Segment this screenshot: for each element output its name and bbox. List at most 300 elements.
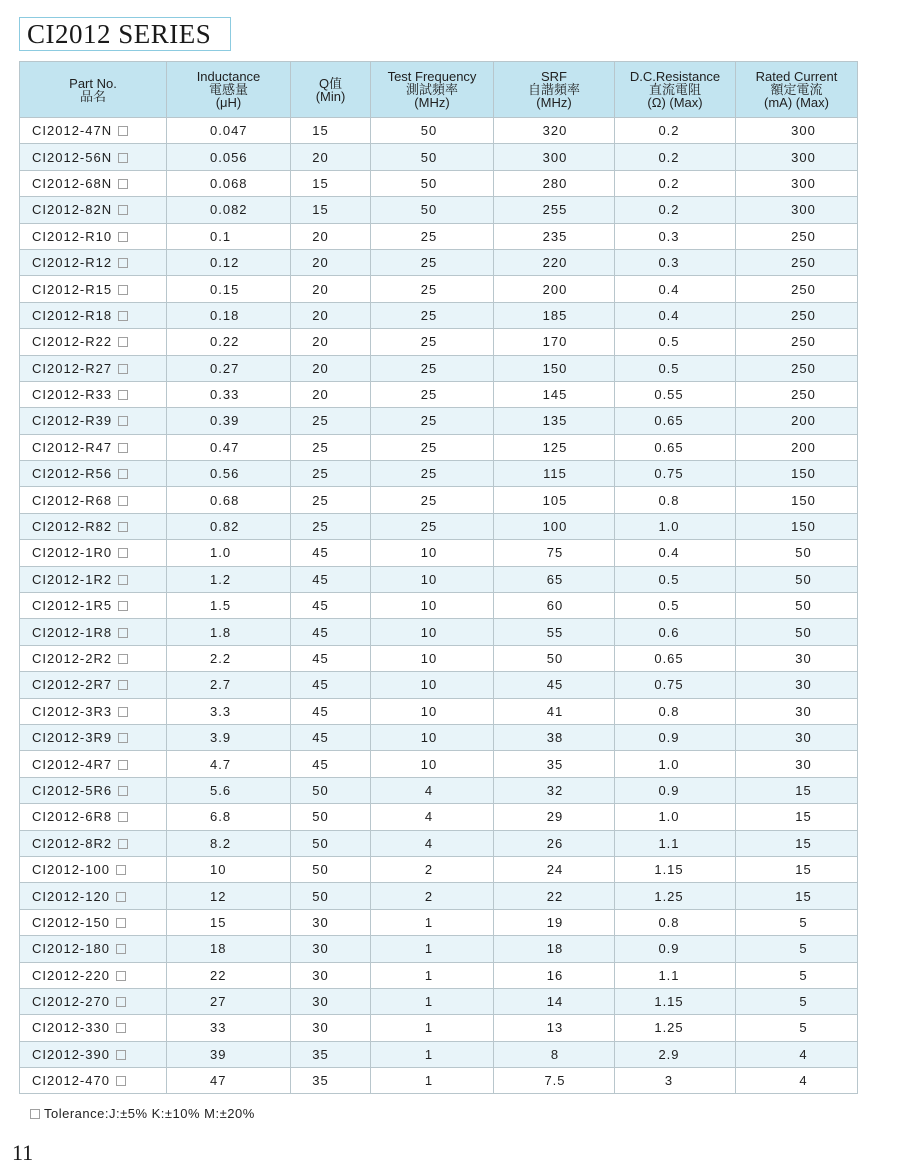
- dc-resistance-cell: [615, 276, 736, 302]
- rated-current-cell-text: 30: [795, 756, 812, 772]
- inductance-cell: [167, 593, 291, 619]
- q-cell: [291, 381, 371, 407]
- dc-resistance-cell-text: 0.3: [658, 255, 680, 271]
- rated-current-cell: [736, 1015, 858, 1041]
- rated-current-cell: [736, 777, 858, 803]
- inductance-cell-text: 0.68: [210, 492, 240, 508]
- rated-current-cell: [736, 223, 858, 249]
- tolerance-box-icon: [118, 443, 128, 453]
- dc-resistance-cell-text: 1.1: [658, 967, 680, 983]
- srf-cell: [494, 619, 615, 645]
- q-cell: [291, 434, 371, 460]
- q-cell-text: 20: [312, 334, 329, 350]
- test-frequency-cell: [371, 249, 494, 275]
- part-number-cell-text: CI2012-5R6: [32, 782, 113, 798]
- test-frequency-cell-text: 1: [424, 1073, 434, 1089]
- rated-current-cell-text: 150: [791, 519, 816, 535]
- table-row: [20, 777, 858, 803]
- rated-current-cell: [736, 883, 858, 909]
- rated-current-cell-text: 15: [795, 835, 812, 851]
- q-cell-text: 50: [312, 835, 329, 851]
- inductance-cell: [167, 487, 291, 513]
- table-row: [20, 1041, 858, 1067]
- tolerance-box-icon: [118, 496, 128, 506]
- dc-resistance-cell-text: 0.75: [654, 466, 684, 482]
- tolerance-box-icon: [118, 733, 128, 743]
- q-cell-text: 35: [312, 1073, 329, 1089]
- table-row: [20, 276, 858, 302]
- dc-resistance-cell-text: 0.4: [658, 545, 680, 561]
- dc-resistance-cell-text: 0.2: [658, 149, 680, 165]
- header-srf: SRF 自諧頻率 (MHz): [494, 62, 615, 118]
- dc-resistance-cell-text: 0.9: [658, 730, 680, 746]
- q-cell-text: 20: [312, 149, 329, 165]
- table-row: [20, 487, 858, 513]
- inductance-cell: [167, 856, 291, 882]
- q-cell-text: 50: [312, 782, 329, 798]
- srf-cell-text: 235: [542, 228, 568, 244]
- spec-table: [19, 61, 858, 1094]
- q-cell-text: 20: [312, 307, 329, 323]
- rated-current-cell: [736, 909, 858, 935]
- dc-resistance-cell-text: 0.4: [658, 307, 680, 323]
- part-number-cell: [20, 883, 167, 909]
- rated-current-cell: [736, 962, 858, 988]
- q-cell: [291, 724, 371, 750]
- test-frequency-cell: [371, 751, 494, 777]
- srf-cell-text: 320: [542, 123, 568, 139]
- inductance-cell: [167, 355, 291, 381]
- test-frequency-cell-text: 50: [420, 175, 438, 191]
- part-number-cell: [20, 1015, 167, 1041]
- srf-cell-text: 32: [546, 782, 564, 798]
- srf-cell-text: 41: [546, 703, 564, 719]
- rated-current-cell-text: 50: [795, 598, 812, 614]
- q-cell-text: 35: [312, 1046, 329, 1062]
- part-number-cell-text: CI2012-R18: [32, 307, 113, 323]
- srf-cell: [494, 408, 615, 434]
- table-row: [20, 988, 858, 1014]
- test-frequency-cell: [371, 197, 494, 223]
- part-number-cell-text: CI2012-R10: [32, 228, 113, 244]
- inductance-cell-text: 12: [210, 888, 227, 904]
- test-frequency-cell: [371, 540, 494, 566]
- inductance-cell: [167, 883, 291, 909]
- q-cell-text: 20: [312, 281, 329, 297]
- test-frequency-cell: [371, 619, 494, 645]
- srf-cell-text: 150: [542, 360, 568, 376]
- srf-cell-text: 280: [542, 175, 568, 191]
- rated-current-cell-text: 5: [799, 914, 808, 930]
- test-frequency-cell: [371, 962, 494, 988]
- part-number-cell-text: CI2012-4R7: [32, 756, 113, 772]
- q-cell: [291, 249, 371, 275]
- part-number-cell-text: CI2012-R39: [32, 413, 113, 429]
- q-cell-text: 20: [312, 387, 329, 403]
- page-number: 11: [12, 1140, 34, 1165]
- part-number-cell-text: CI2012-R12: [32, 255, 113, 271]
- q-cell: [291, 329, 371, 355]
- table-row: [20, 355, 858, 381]
- test-frequency-cell-text: 25: [420, 492, 438, 508]
- table-row: [20, 830, 858, 856]
- part-number-cell: [20, 302, 167, 328]
- rated-current-cell: [736, 724, 858, 750]
- part-number-cell: [20, 1041, 167, 1067]
- srf-cell: [494, 804, 615, 830]
- q-cell: [291, 988, 371, 1014]
- tolerance-box-icon: [118, 126, 128, 136]
- inductance-cell-text: 2.2: [210, 651, 232, 666]
- dc-resistance-cell-text: 0.2: [658, 123, 680, 139]
- inductance-cell: [167, 276, 291, 302]
- dc-resistance-cell-text: 1.0: [658, 809, 680, 825]
- inductance-cell: [167, 909, 291, 935]
- dc-resistance-cell-text: 0.75: [654, 677, 684, 693]
- rated-current-cell: [736, 487, 858, 513]
- tolerance-box-icon: [30, 1109, 40, 1119]
- rated-current-cell-text: 300: [791, 123, 816, 139]
- inductance-cell: [167, 540, 291, 566]
- dc-resistance-cell-text: 0.6: [658, 624, 680, 640]
- dc-resistance-cell-text: 0.55: [654, 387, 684, 403]
- dc-resistance-cell: [615, 909, 736, 935]
- inductance-cell: [167, 777, 291, 803]
- table-row: [20, 856, 858, 882]
- q-cell-text: 50: [312, 888, 329, 904]
- table-row: [20, 461, 858, 487]
- rated-current-cell-text: 200: [791, 413, 816, 429]
- rated-current-cell: [736, 698, 858, 724]
- srf-cell-text: 105: [542, 492, 568, 508]
- part-number-cell-text: CI2012-1R8: [32, 624, 113, 640]
- test-frequency-cell: [371, 830, 494, 856]
- inductance-cell: [167, 329, 291, 355]
- srf-cell: [494, 276, 615, 302]
- rated-current-cell-text: 300: [791, 202, 816, 218]
- dc-resistance-cell-text: 0.2: [658, 175, 680, 191]
- rated-current-cell-text: 5: [799, 941, 808, 957]
- q-cell-text: 45: [312, 756, 329, 772]
- test-frequency-cell: [371, 329, 494, 355]
- part-number-cell: [20, 856, 167, 882]
- rated-current-cell: [736, 329, 858, 355]
- test-frequency-cell-text: 25: [420, 439, 438, 455]
- rated-current-cell: [736, 804, 858, 830]
- part-number-cell: [20, 434, 167, 460]
- inductance-cell: [167, 1015, 291, 1041]
- inductance-cell: [167, 698, 291, 724]
- test-frequency-cell-text: 50: [420, 202, 438, 218]
- rated-current-cell-text: 250: [791, 255, 816, 271]
- test-frequency-cell-text: 1: [424, 914, 434, 930]
- srf-cell-text: 22: [546, 888, 564, 904]
- part-number-cell-text: CI2012-330: [32, 1020, 110, 1036]
- q-cell: [291, 672, 371, 698]
- dc-resistance-cell: [615, 487, 736, 513]
- part-number-cell: [20, 170, 167, 196]
- test-frequency-cell: [371, 355, 494, 381]
- srf-cell: [494, 830, 615, 856]
- rated-current-cell-text: 250: [791, 360, 816, 376]
- q-cell-text: 45: [312, 571, 329, 587]
- srf-cell: [494, 355, 615, 381]
- rated-current-cell-text: 5: [799, 1020, 808, 1036]
- srf-cell-text: 35: [546, 756, 564, 772]
- srf-cell-text: 55: [546, 624, 564, 640]
- q-cell: [291, 513, 371, 539]
- dc-resistance-cell-text: 0.5: [658, 571, 680, 587]
- test-frequency-cell-text: 10: [420, 598, 438, 614]
- part-number-cell-text: CI2012-R15: [32, 281, 113, 297]
- rated-current-cell: [736, 170, 858, 196]
- srf-cell: [494, 593, 615, 619]
- part-number-cell-text: CI2012-180: [32, 941, 110, 957]
- inductance-cell: [167, 988, 291, 1014]
- part-number-cell-text: CI2012-R22: [32, 334, 113, 350]
- table-row: [20, 619, 858, 645]
- inductance-cell: [167, 724, 291, 750]
- test-frequency-cell-text: 25: [420, 281, 438, 297]
- part-number-cell-text: CI2012-1R2: [32, 571, 113, 587]
- srf-cell-text: 115: [543, 466, 567, 482]
- q-cell: [291, 830, 371, 856]
- srf-cell: [494, 513, 615, 539]
- rated-current-cell: [736, 540, 858, 566]
- tolerance-box-icon: [118, 839, 128, 849]
- dc-resistance-cell-text: 3: [664, 1073, 674, 1089]
- header-test-frequency: Test Frequency 測試頻率 (MHz): [371, 62, 494, 118]
- inductance-cell-text: 0.12: [210, 255, 240, 271]
- part-number-cell: [20, 936, 167, 962]
- rated-current-cell-text: 30: [795, 651, 812, 666]
- dc-resistance-cell-text: 1.25: [654, 1020, 684, 1036]
- rated-current-cell: [736, 249, 858, 275]
- test-frequency-cell: [371, 804, 494, 830]
- srf-cell-text: 50: [546, 651, 564, 666]
- part-number-cell: [20, 645, 167, 671]
- inductance-cell-text: 0.056: [210, 149, 248, 165]
- test-frequency-cell: [371, 566, 494, 592]
- rated-current-cell: [736, 566, 858, 592]
- rated-current-cell-text: 15: [795, 809, 812, 825]
- dc-resistance-cell: [615, 566, 736, 592]
- srf-cell: [494, 698, 615, 724]
- test-frequency-cell: [371, 1015, 494, 1041]
- part-number-cell-text: CI2012-82N: [32, 202, 113, 218]
- part-number-cell-text: CI2012-R47: [32, 439, 113, 455]
- test-frequency-cell: [371, 777, 494, 803]
- inductance-cell-text: 0.82: [210, 519, 240, 535]
- srf-cell: [494, 540, 615, 566]
- part-number-cell: [20, 566, 167, 592]
- inductance-cell: [167, 408, 291, 434]
- rated-current-cell-text: 250: [791, 228, 816, 244]
- table-row: [20, 1015, 858, 1041]
- part-number-cell: [20, 408, 167, 434]
- tolerance-box-icon: [118, 628, 128, 638]
- inductance-cell: [167, 804, 291, 830]
- q-cell: [291, 144, 371, 170]
- srf-cell: [494, 777, 615, 803]
- dc-resistance-cell: [615, 249, 736, 275]
- q-cell: [291, 355, 371, 381]
- dc-resistance-cell-text: 0.5: [658, 360, 680, 376]
- test-frequency-cell-text: 1: [424, 1020, 434, 1036]
- rated-current-cell: [736, 197, 858, 223]
- srf-cell-text: 255: [542, 202, 568, 218]
- inductance-cell-text: 1.8: [210, 624, 232, 640]
- test-frequency-cell-text: 25: [420, 413, 438, 429]
- rated-current-cell-text: 15: [795, 862, 812, 878]
- tolerance-box-icon: [118, 258, 128, 268]
- q-cell: [291, 1068, 371, 1094]
- dc-resistance-cell-text: 0.8: [658, 914, 680, 930]
- srf-cell-text: 7.5: [544, 1073, 566, 1089]
- table-row: [20, 883, 858, 909]
- dc-resistance-cell-text: 1.0: [658, 519, 680, 535]
- q-cell: [291, 751, 371, 777]
- rated-current-cell: [736, 408, 858, 434]
- test-frequency-cell-text: 25: [420, 387, 438, 403]
- tolerance-box-icon: [118, 522, 128, 532]
- dc-resistance-cell: [615, 962, 736, 988]
- q-cell: [291, 118, 371, 144]
- part-number-cell: [20, 249, 167, 275]
- rated-current-cell-text: 250: [791, 307, 816, 323]
- rated-current-cell: [736, 118, 858, 144]
- tolerance-box-icon: [116, 1050, 126, 1060]
- part-number-cell: [20, 329, 167, 355]
- part-number-cell-text: CI2012-2R2: [32, 651, 113, 666]
- tolerance-box-icon: [118, 601, 128, 611]
- inductance-cell: [167, 197, 291, 223]
- test-frequency-cell: [371, 118, 494, 144]
- dc-resistance-cell: [615, 724, 736, 750]
- part-number-cell: [20, 804, 167, 830]
- dc-resistance-cell: [615, 223, 736, 249]
- test-frequency-cell: [371, 698, 494, 724]
- part-number-cell-text: CI2012-270: [32, 994, 110, 1010]
- q-cell: [291, 223, 371, 249]
- dc-resistance-cell-text: 1.0: [658, 756, 680, 772]
- rated-current-cell-text: 4: [799, 1073, 808, 1089]
- part-number-cell: [20, 118, 167, 144]
- part-number-cell-text: CI2012-6R8: [32, 809, 113, 825]
- srf-cell-text: 65: [546, 571, 564, 587]
- rated-current-cell: [736, 144, 858, 170]
- dc-resistance-cell-text: 0.9: [658, 941, 680, 957]
- srf-cell-text: 125: [542, 439, 568, 455]
- q-cell-text: 45: [312, 624, 329, 640]
- inductance-cell: [167, 381, 291, 407]
- dc-resistance-cell-text: 0.65: [654, 439, 684, 455]
- part-number-cell: [20, 461, 167, 487]
- part-number-cell: [20, 619, 167, 645]
- srf-cell: [494, 751, 615, 777]
- test-frequency-cell: [371, 1068, 494, 1094]
- inductance-cell-text: 0.39: [210, 413, 240, 429]
- dc-resistance-cell: [615, 302, 736, 328]
- inductance-cell: [167, 249, 291, 275]
- dc-resistance-cell: [615, 381, 736, 407]
- table-row: [20, 698, 858, 724]
- srf-cell: [494, 672, 615, 698]
- inductance-cell-text: 47: [210, 1073, 227, 1089]
- part-number-cell-text: CI2012-2R7: [32, 677, 113, 693]
- dc-resistance-cell: [615, 1041, 736, 1067]
- q-cell-text: 45: [312, 545, 329, 561]
- srf-cell-text: 29: [546, 809, 564, 825]
- test-frequency-cell-text: 25: [420, 255, 438, 271]
- dc-resistance-cell-text: 0.5: [658, 598, 680, 614]
- tolerance-box-icon: [118, 311, 128, 321]
- test-frequency-cell: [371, 144, 494, 170]
- test-frequency-cell-text: 2: [424, 888, 434, 904]
- test-frequency-cell: [371, 513, 494, 539]
- rated-current-cell: [736, 302, 858, 328]
- inductance-cell: [167, 118, 291, 144]
- table-row: [20, 962, 858, 988]
- dc-resistance-cell: [615, 329, 736, 355]
- rated-current-cell: [736, 619, 858, 645]
- q-cell-text: 20: [312, 255, 329, 271]
- inductance-cell: [167, 830, 291, 856]
- inductance-cell-text: 0.068: [210, 175, 248, 191]
- test-frequency-cell-text: 10: [420, 545, 438, 561]
- srf-cell-text: 75: [546, 545, 564, 561]
- inductance-cell: [167, 672, 291, 698]
- inductance-cell: [167, 962, 291, 988]
- q-cell: [291, 302, 371, 328]
- inductance-cell: [167, 302, 291, 328]
- part-number-cell-text: CI2012-1R0: [32, 545, 113, 561]
- inductance-cell: [167, 936, 291, 962]
- dc-resistance-cell-text: 0.3: [658, 228, 680, 244]
- part-number-cell-text: CI2012-47N: [32, 123, 113, 139]
- test-frequency-cell: [371, 672, 494, 698]
- header-dc-resistance: D.C.Resistance 直流電阻 (Ω) (Max): [615, 62, 736, 118]
- rated-current-cell: [736, 593, 858, 619]
- rated-current-cell: [736, 988, 858, 1014]
- srf-cell: [494, 197, 615, 223]
- table-row: [20, 144, 858, 170]
- q-cell: [291, 856, 371, 882]
- part-number-cell: [20, 777, 167, 803]
- inductance-cell-text: 39: [210, 1046, 227, 1062]
- inductance-cell-text: 33: [210, 1020, 227, 1036]
- q-cell-text: 20: [312, 228, 329, 244]
- part-number-cell-text: CI2012-R68: [32, 492, 113, 508]
- inductance-cell: [167, 619, 291, 645]
- table-row: [20, 1068, 858, 1094]
- rated-current-cell-text: 5: [799, 994, 808, 1010]
- dc-resistance-cell: [615, 988, 736, 1014]
- dc-resistance-cell: [615, 830, 736, 856]
- table-row: [20, 118, 858, 144]
- rated-current-cell-text: 50: [795, 545, 812, 561]
- srf-cell: [494, 1068, 615, 1094]
- srf-cell: [494, 223, 615, 249]
- test-frequency-cell-text: 25: [420, 307, 438, 323]
- part-number-cell: [20, 197, 167, 223]
- part-number-cell: [20, 381, 167, 407]
- q-cell-text: 50: [312, 862, 329, 878]
- inductance-cell-text: 27: [210, 994, 227, 1010]
- srf-cell-text: 100: [542, 519, 568, 535]
- srf-cell: [494, 329, 615, 355]
- tolerance-box-icon: [116, 944, 126, 954]
